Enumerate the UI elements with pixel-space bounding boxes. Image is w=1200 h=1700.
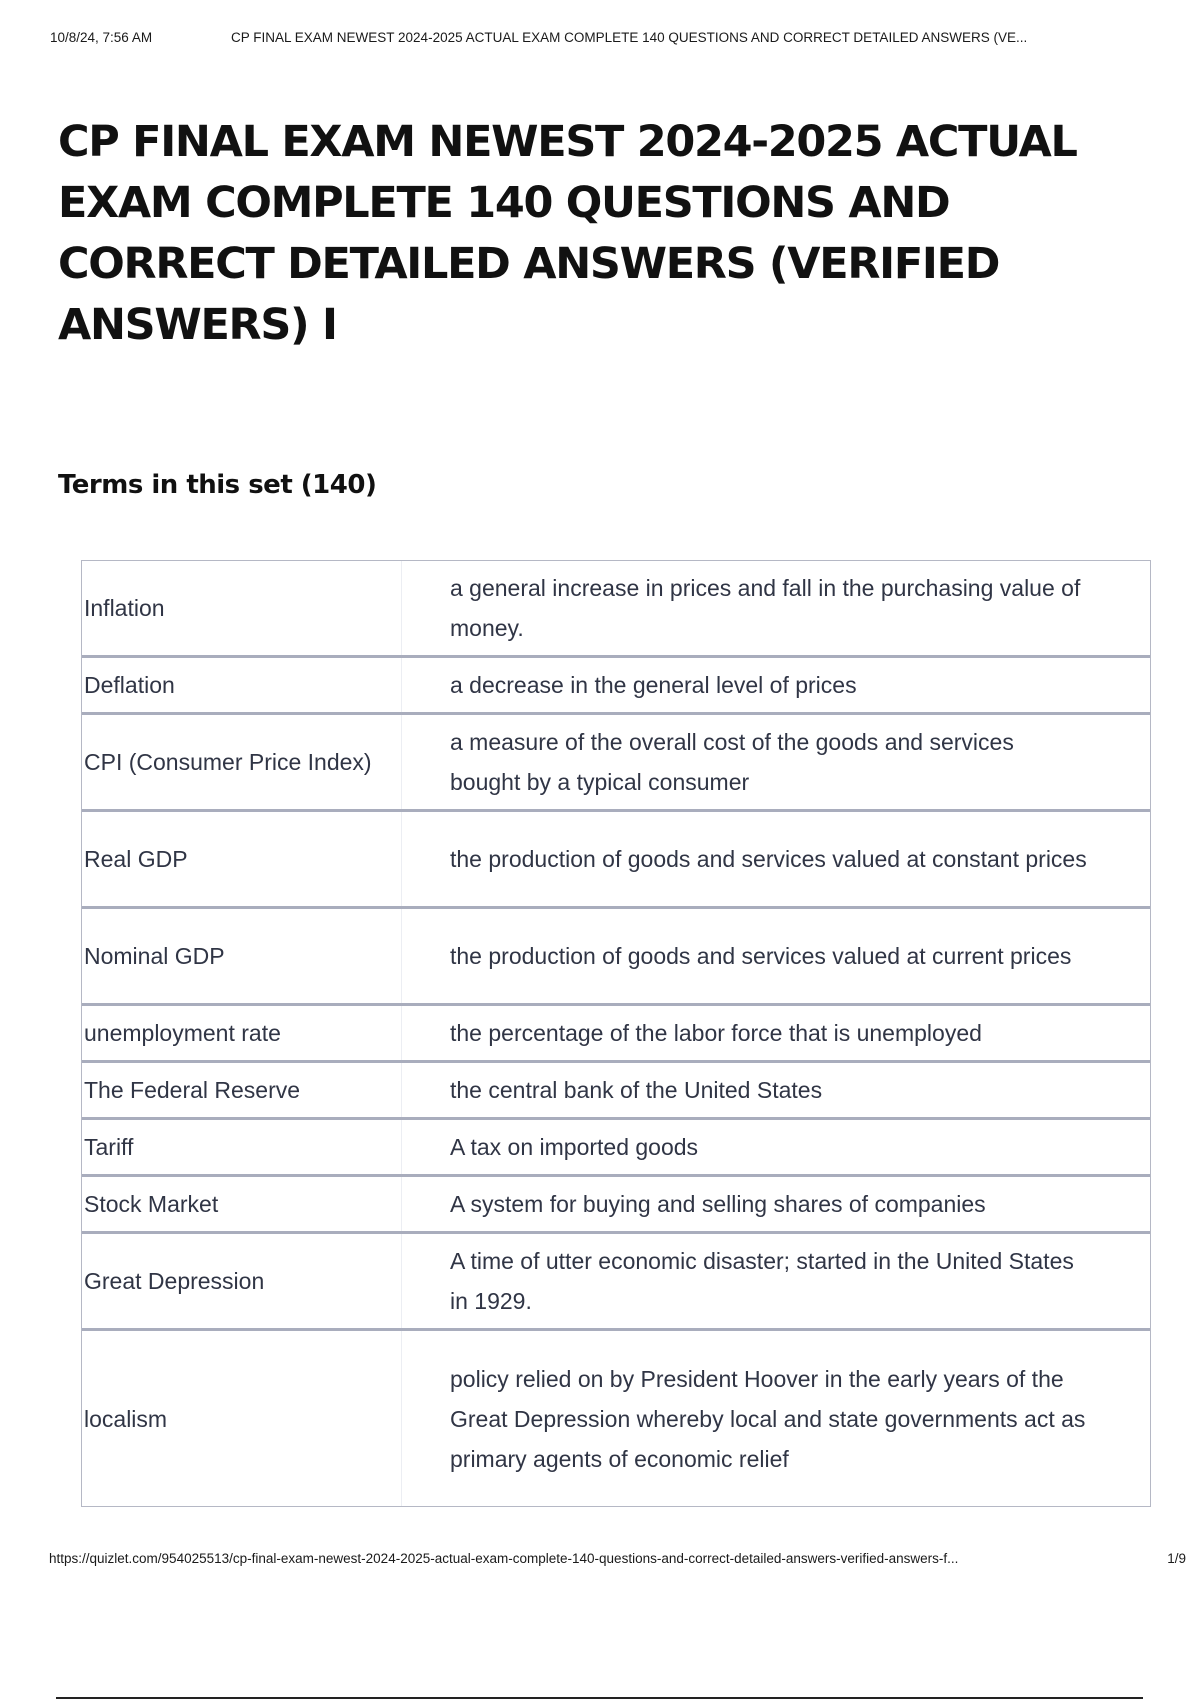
term-definition: policy relied on by President Hoover in the early years of the Great Depression whereby local and state governments act as primary agents of economic relief xyxy=(450,1365,1086,1472)
term-definition: A system for buying and selling shares of companies xyxy=(450,1191,986,1217)
term-definition: a decrease in the general level of prices xyxy=(450,672,857,698)
term-word: Real GDP xyxy=(82,812,402,906)
page-divider xyxy=(56,1697,1143,1699)
term-row xyxy=(82,1331,1150,1506)
term-word: Stock Market xyxy=(82,1177,402,1231)
term-row xyxy=(82,715,1150,812)
term-word: Deflation xyxy=(82,658,402,712)
print-header-title: CP FINAL EXAM NEWEST 2024-2025 ACTUAL EXAM COMPLETE 140 QUESTIONS AND CORRECT DETAILED ANSWERS (VE... xyxy=(231,30,1028,45)
print-header xyxy=(50,30,1170,50)
term-definition: the production of goods and services valued at current prices xyxy=(450,943,1072,969)
term-row xyxy=(82,1006,1150,1063)
term-row xyxy=(82,658,1150,715)
print-footer xyxy=(49,1551,1186,1571)
term-word: Tariff xyxy=(82,1120,402,1174)
term-definition: the percentage of the labor force that is unemployed xyxy=(450,1020,982,1046)
term-definition: a measure of the overall cost of the goods and services bought by a typical consumer xyxy=(450,729,1014,795)
terms-count-heading: Terms in this set (140) xyxy=(58,470,377,500)
print-date: 10/8/24, 7:56 AM xyxy=(50,30,153,45)
term-row xyxy=(82,909,1150,1006)
term-definition: a general increase in prices and fall in the purchasing value of money. xyxy=(450,575,1081,641)
term-word: CPI (Consumer Price Index) xyxy=(82,715,402,809)
term-word: The Federal Reserve xyxy=(82,1063,402,1117)
term-word: unemployment rate xyxy=(82,1006,402,1060)
term-word: Inflation xyxy=(82,561,402,655)
term-word: localism xyxy=(82,1331,402,1506)
terms-table xyxy=(81,560,1151,1507)
term-row xyxy=(82,561,1150,658)
page-url: https://quizlet.com/954025513/cp-final-exam-newest-2024-2025-actual-exam-complete-140-questions-and-correct-detailed-answers-verified-answers-f... xyxy=(49,1551,959,1566)
term-word: Great Depression xyxy=(82,1234,402,1328)
term-definition: A time of utter economic disaster; started in the United States in 1929. xyxy=(450,1248,1074,1314)
term-row xyxy=(82,1063,1150,1120)
term-definition: A tax on imported goods xyxy=(450,1134,699,1160)
term-row xyxy=(82,1234,1150,1331)
term-word: Nominal GDP xyxy=(82,909,402,1003)
term-definition: the central bank of the United States xyxy=(450,1077,823,1103)
term-definition: the production of goods and services valued at constant prices xyxy=(450,846,1087,872)
term-row xyxy=(82,1120,1150,1177)
page-number: 1/9 xyxy=(1167,1551,1186,1566)
term-row xyxy=(82,1177,1150,1234)
term-row xyxy=(82,812,1150,909)
page-title: CP FINAL EXAM NEWEST 2024-2025 ACTUAL EXAM COMPLETE 140 QUESTIONS AND CORRECT DETAILED ANSWERS (VERIFIED ANSWERS) I xyxy=(58,117,1077,350)
